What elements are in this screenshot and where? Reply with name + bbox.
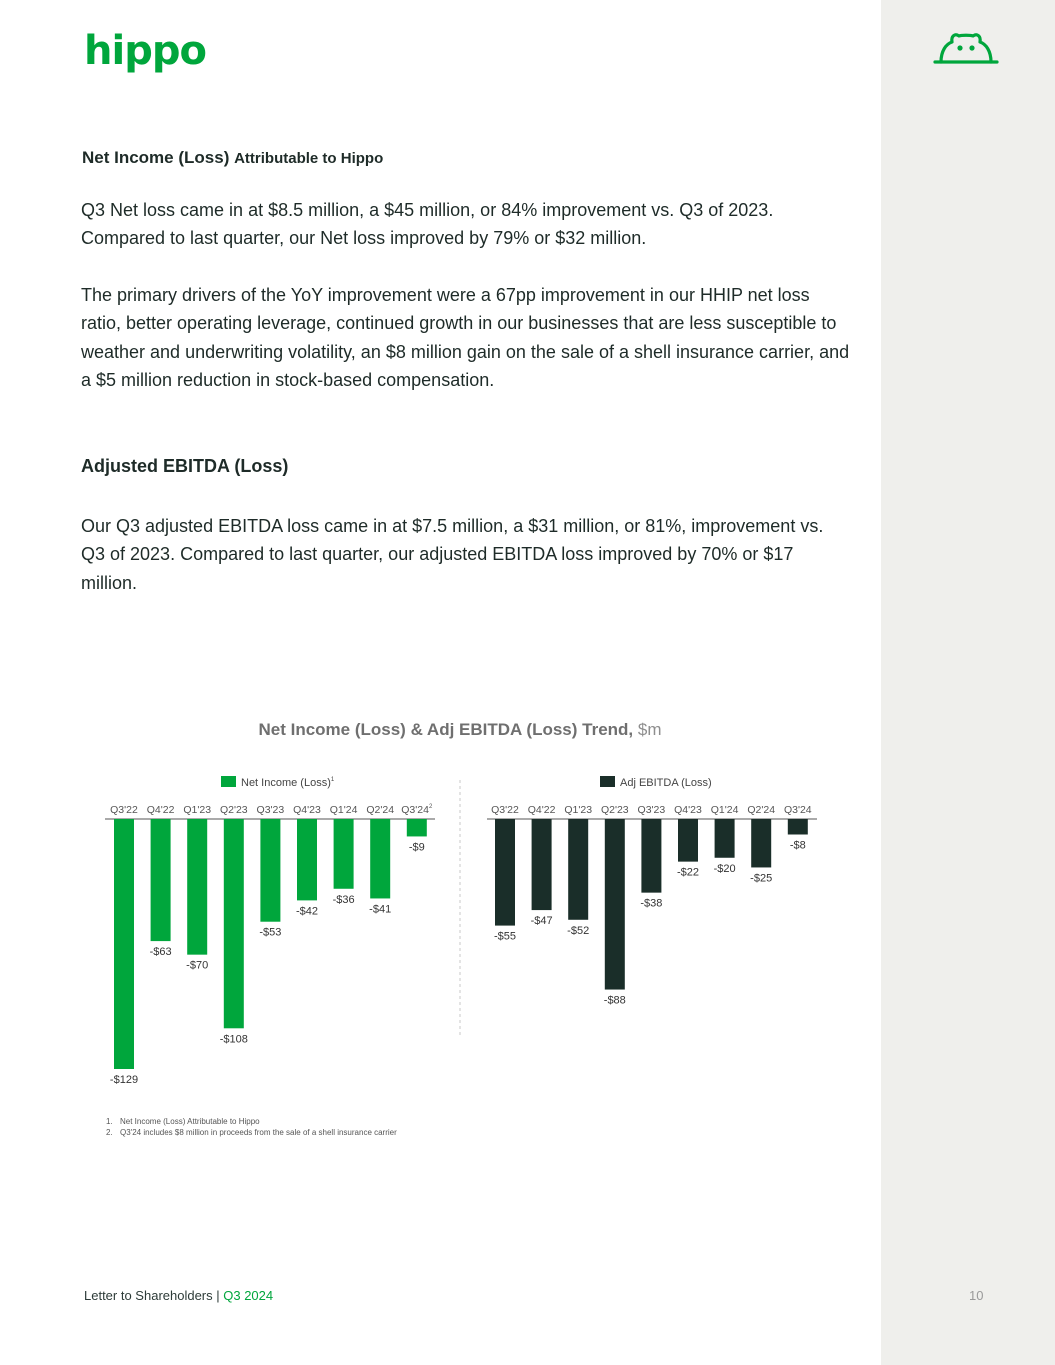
adj-ebitda-bar-5 (641, 819, 661, 893)
net-income-data-label-5: -$53 (259, 926, 282, 939)
net-income-tick-label-2: Q4'22 (146, 804, 175, 816)
adj-ebitda-bar-6 (678, 819, 698, 862)
net-income-bar-6 (297, 819, 317, 900)
net-income-paragraph-1: Q3 Net loss came in at $8.5 million, a $45 million, or 84% improvement vs. Q3 of 2023. Compared to last quarter, our Net loss improved by 79% or $32 million. (81, 200, 774, 249)
adj-ebitda-bar-8 (751, 819, 771, 867)
footer-quarter: Q3 2024 (223, 1288, 274, 1303)
net-income-data-label-8: -$41 (369, 903, 392, 916)
adj-ebitda-tick-label-6: Q4'23 (674, 804, 702, 816)
adjusted-ebitda-heading: Adjusted EBITDA (Loss) (81, 456, 289, 476)
net-income-bar-7 (334, 819, 354, 889)
footnote-2 (106, 1127, 397, 1138)
net-income-heading (82, 148, 383, 168)
adj-ebitda-data-label-7: -$20 (713, 862, 736, 875)
chart-title (0, 720, 920, 740)
adj-ebitda-data-label-5: -$38 (640, 897, 663, 910)
net-income-data-label-3: -$70 (186, 959, 209, 972)
net-income-legend-swatch (221, 776, 236, 787)
adj-ebitda-legend-swatch (600, 776, 615, 787)
net-income-tick-label-8: Q2'24 (366, 804, 395, 816)
net-income-data-label-9: -$9 (408, 841, 425, 854)
footer (84, 1288, 273, 1303)
footnote-2-text: Q3'24 includes $8 million in proceeds from the sale of a shell insurance carrier (120, 1128, 397, 1137)
adj-ebitda-tick-label-5: Q3'23 (637, 804, 666, 816)
net-income-heading-main: Net Income (Loss) (82, 148, 230, 167)
net-income-data-label-6: -$42 (295, 905, 319, 918)
net-income-bar-2 (151, 819, 171, 941)
net-income-paragraph-2: The primary drivers of the YoY improvement were a 67pp improvement in our HHIP net loss ratio, better operating leverage, continued growth in our businesses that are less susceptible to weather and underwriting volatility, an $8 million gain on the sale of a shell insurance carrier, and a $5 million reduction in stock-based compensation. (81, 285, 850, 390)
net-income-bar-3 (187, 819, 207, 955)
net-income-bar-4 (224, 819, 244, 1028)
adj-ebitda-bar-1 (495, 819, 515, 926)
footer-title: Letter to Shareholders | (84, 1288, 220, 1303)
adj-ebitda-tick-label-4: Q2'23 (600, 804, 629, 816)
footnote-2-number: 2. (106, 1128, 113, 1137)
net-income-data-label-7: -$36 (332, 893, 355, 906)
net-income-tick-label-4: Q2'23 (219, 804, 248, 816)
adj-ebitda-data-label-8: -$25 (750, 872, 773, 885)
net-income-bar-5 (260, 819, 280, 922)
net-income-heading-sub: Attributable to Hippo (234, 150, 384, 167)
net-income-tick-label-3: Q1'23 (183, 804, 212, 816)
net-income-data-label-2: -$63 (149, 946, 172, 959)
adj-ebitda-tick-label-7: Q1'24 (710, 804, 739, 816)
adj-ebitda-data-label-9: -$8 (789, 839, 806, 852)
adj-ebitda-tick-label-8: Q2'24 (747, 804, 776, 816)
net-income-tick-label-9: $Q3'24^2$ (401, 804, 433, 816)
page-number: 10 (969, 1288, 984, 1303)
adj-ebitda-bar-7 (715, 819, 735, 858)
footnotes (106, 1116, 397, 1138)
net-income-tick-label-5: Q3'23 (256, 804, 285, 816)
adj-ebitda-data-label-2: -$47 (530, 915, 553, 928)
adj-ebitda-tick-label-1: Q3'22 (491, 804, 519, 816)
adj-ebitda-legend-label: Adj EBITDA (Loss) (620, 777, 712, 789)
net-income-data-label-1: -$129 (109, 1074, 139, 1086)
adj-ebitda-data-label-6: -$22 (676, 866, 700, 879)
adj-ebitda-bar-3 (568, 819, 588, 920)
right-sidebar-band (881, 0, 1055, 1365)
net-income-legend-label: Net Income (Loss)$^1$ (241, 777, 335, 789)
adj-ebitda-tick-label-3: Q1'23 (564, 804, 593, 816)
footnote-1-text: Net Income (Loss) Attributable to Hippo (120, 1117, 260, 1126)
adj-ebitda-tick-label-9: Q3'24 (783, 804, 812, 816)
net-income-bar-8 (370, 819, 390, 898)
adj-ebitda-data-label-1: -$55 (493, 930, 517, 943)
hippo-logo: hippo (84, 28, 206, 74)
adj-ebitda-data-label-4: -$88 (603, 994, 626, 1007)
footnote-1 (106, 1116, 397, 1127)
footnote-1-number: 1. (106, 1117, 113, 1126)
adj-ebitda-tick-label-2: Q4'22 (527, 804, 556, 816)
trend-charts (0, 760, 881, 1120)
net-income-bar-9 (407, 819, 427, 836)
net-income-tick-label-6: Q4'23 (293, 804, 321, 816)
net-income-data-label-4: -$108 (219, 1033, 248, 1046)
chart-title-main: Net Income (Loss) & Adj EBITDA (Loss) Trend, (258, 720, 634, 739)
adj-ebitda-bar-2 (532, 819, 552, 910)
adjusted-ebitda-paragraph: Our Q3 adjusted EBITDA loss came in at $7.5 million, a $31 million, or 81%, improvement vs. Q3 of 2023. Compared to last quarter, our adjusted EBITDA loss improved by 70% or $17 million. (81, 516, 824, 593)
net-income-tick-label-1: Q3'22 (110, 804, 138, 816)
net-income-tick-label-7: Q1'24 (329, 804, 358, 816)
hippo-mascot-icon (932, 30, 1000, 66)
chart-title-unit: $m (637, 720, 662, 739)
adj-ebitda-bar-4 (605, 819, 625, 990)
adj-ebitda-data-label-3: -$52 (567, 924, 590, 937)
net-income-bar-1 (114, 819, 134, 1069)
adj-ebitda-bar-9 (788, 819, 808, 835)
